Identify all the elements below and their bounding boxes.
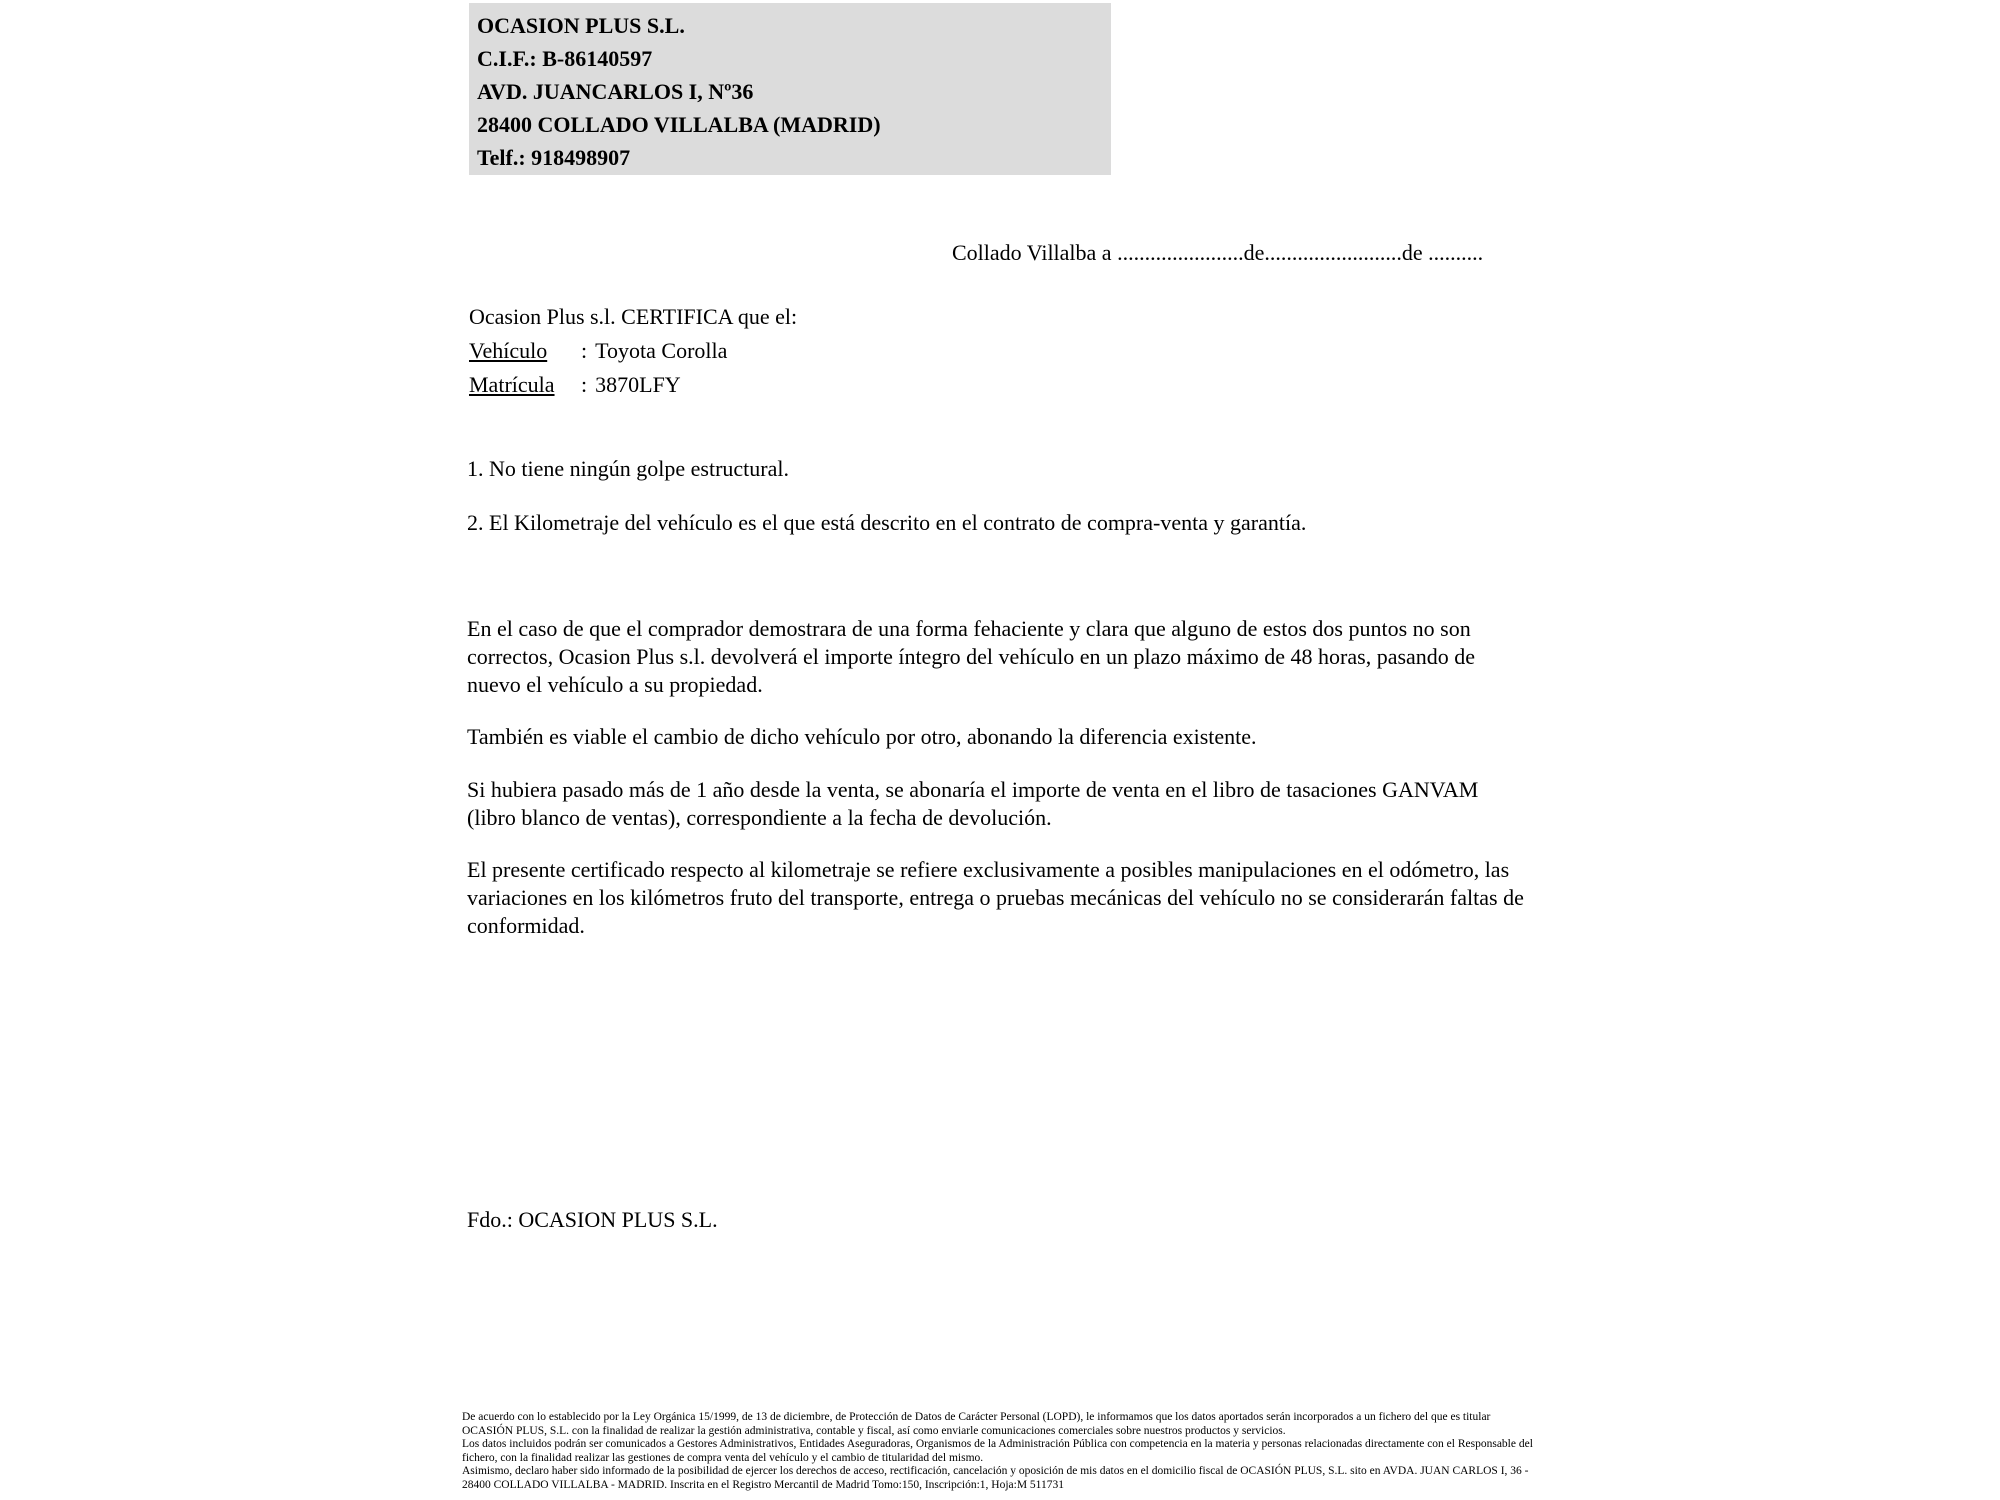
certificate-intro: Ocasion Plus s.l. CERTIFICA que el: — [469, 304, 798, 329]
paragraph-refund: En el caso de que el comprador demostrara de una forma fehaciente y clara que alguno de estos dos puntos no son correctos, Ocasion Plus s.l. devolverá el importe íntegro del vehículo en un plazo máximo de 48 horas, pasando de nuevo el vehículo a su propiedad. — [467, 616, 1476, 697]
plate-field — [469, 368, 797, 402]
lopd-paragraph-3: Asimismo, declaro haber sido informado de la posibilidad de ejercer los derechos de acceso, rectificación, cancelación y oposición de mis datos en el domicilio fiscal de OCASIÓN PLUS, S.L. sito en AVDA. JUAN CARLOS I, 36 - 28400 COLLADO VILLALBA - MADRID. Inscrita en el Registro Mercantil de Madrid Tomo:150, Inscripción:1, Hoja:M 511731 — [462, 1465, 1529, 1491]
company-letterhead — [469, 3, 1111, 175]
company-phone: Telf.: 918498907 — [477, 145, 631, 170]
company-city: 28400 COLLADO VILLALBA (MADRID) — [477, 112, 881, 137]
plate-label: Matrícula — [469, 372, 555, 397]
paragraph-odometer: El presente certificado respecto al kilometraje se refiere exclusivamente a posibles manipulaciones en el odómetro, las variaciones en los kilómetros fruto del transporte, entrega o pruebas mecánicas del vehículo no se considerarán faltas de conformidad. — [467, 857, 1524, 938]
vehicle-field — [469, 334, 797, 368]
vehicle-label: Vehículo — [469, 338, 548, 363]
signature-line: Fdo.: OCASION PLUS S.L. — [467, 1207, 718, 1232]
company-address: AVD. JUANCARLOS I, Nº36 — [477, 79, 754, 104]
lopd-paragraph-1: De acuerdo con lo establecido por la Ley Orgánica 15/1999, de 13 de diciembre, de Protección de Datos de Carácter Personal (LOPD), le informamos que los datos aportados serán incorporados a un fichero del que es titular OCASIÓN PLUS, S.L. con la finalidad de realizar la gestión administrativa, contable y fiscal, así como enviarle comunicaciones comerciales sobre nuestros productos y servicios. — [462, 1411, 1491, 1437]
vehicle-separator: : — [581, 338, 588, 363]
certificate-block — [469, 300, 797, 402]
date-blank-line: Collado Villalba a .......................de.........................de .......... — [952, 240, 1484, 265]
legal-footer — [462, 1411, 1544, 1492]
plate-value: 3870LFY — [595, 372, 681, 397]
clause-structural: 1. No tiene ningún golpe estructural. — [467, 456, 789, 481]
vehicle-value: Toyota Corolla — [595, 338, 728, 363]
company-cif: C.I.F.: B-86140597 — [477, 46, 653, 71]
clause-mileage: 2. El Kilometraje del vehículo es el que está descrito en el contrato de compra-venta y garantía. — [467, 510, 1307, 535]
lopd-paragraph-2: Los datos incluidos podrán ser comunicados a Gestores Administrativos, Entidades Aseguradoras, Organismos de la Administración Pública con competencia en la materia y personas relacionadas directamente con el Responsable del fichero, con la finalidad realizar las gestiones de compra venta del vehículo y el cambio de titularidad del mismo. — [462, 1438, 1533, 1464]
paragraph-exchange: También es viable el cambio de dicho vehículo por otro, abonando la diferencia existente. — [467, 724, 1257, 749]
paragraph-ganvam: Si hubiera pasado más de 1 año desde la venta, se abonaría el importe de venta en el libro de tasaciones GANVAM (libro blanco de ventas), correspondiente a la fecha de devolución. — [467, 777, 1479, 830]
company-name: OCASION PLUS S.L. — [477, 13, 685, 38]
plate-separator: : — [581, 372, 588, 397]
